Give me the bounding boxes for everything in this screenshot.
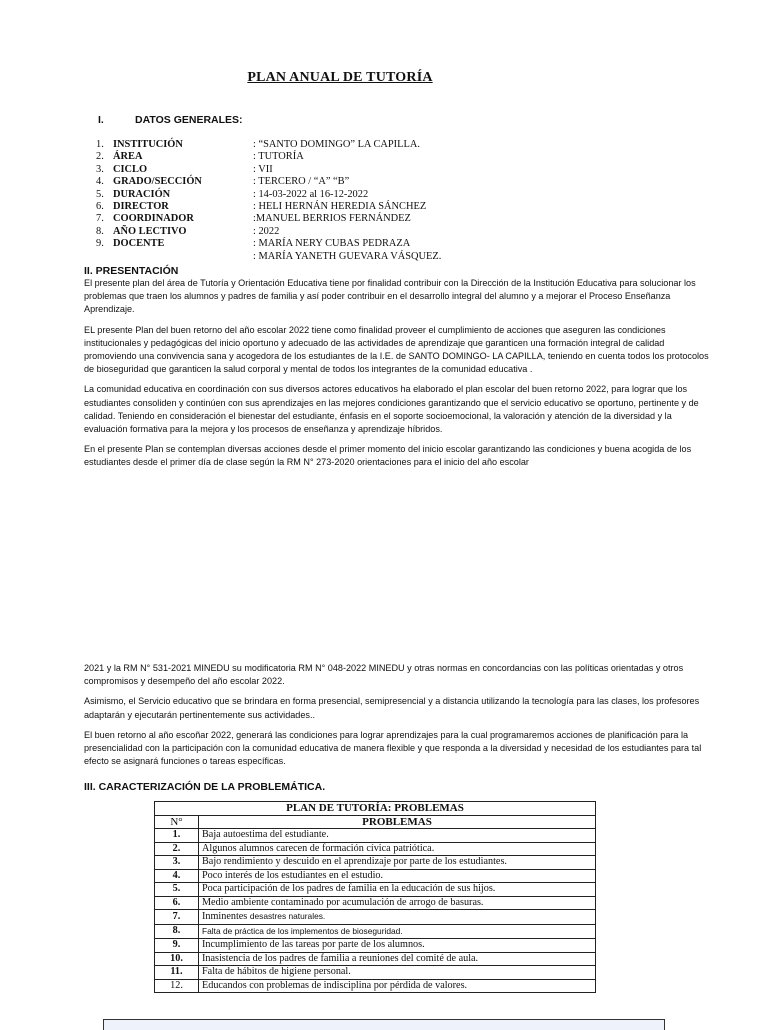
problem-text: Poco interés de los estudiantes en el estudio. [202, 869, 384, 881]
paragraph: 2021 y la RM N° 531-2021 MINEDU su modificatoria RM N° 048-2022 MINEDU y otras normas en concordancias con las políticas orientadas y otros compromisos y desempeño del año escolar 2022. [84, 663, 684, 687]
section-2-heading: II. PRESENTACIÓN [84, 265, 179, 277]
column-header-number: N° [155, 815, 199, 829]
row-number: 11. [155, 966, 199, 980]
next-table-edge [103, 1019, 665, 1030]
general-data-row [96, 251, 696, 263]
paragraph: La comunidad educativa en coordinación con sus diversos actores educativos ha elaborado el plan escolar del buen retorno 2022, para lograr que los estudiantes consoliden y continúen con sus aprendizajes en las mejores condiciones garantizando que el servicio educativo se oportuno, pertinente y de calidad. Teniendo en consideración el bienestar del estudiante, énfasis en el soporte socioemocional, la valoración y atención de la diversidad y la evaluación formativa para la mejora y los procesos de enseñanza y aprendizaje híbridos. [84, 384, 699, 435]
row-problem [199, 829, 596, 843]
problems-table [154, 801, 596, 993]
row-number: 10. [155, 952, 199, 966]
page-title: PLAN ANUAL DE TUTORÍA [247, 70, 433, 85]
row-number: 8. [96, 225, 104, 237]
problem-text: Inminentes [202, 911, 250, 922]
row-problem [199, 939, 596, 953]
table-row [155, 869, 596, 883]
row-number: 5. [96, 188, 104, 200]
table-row [155, 910, 596, 925]
row-problem [199, 856, 596, 870]
row-label: GRADO/SECCIÓN [113, 176, 202, 188]
section-1-heading: DATOS GENERALES: [135, 114, 243, 126]
row-label: DOCENTE [113, 238, 165, 250]
row-label: DURACIÓN [113, 188, 171, 200]
problem-text: Poca participación de los padres de familia en la educación de sus hijos. [202, 883, 496, 894]
general-data-row [96, 201, 696, 213]
table-row [155, 842, 596, 856]
table-row [155, 896, 596, 910]
general-data-row [96, 213, 696, 225]
row-label: AÑO LECTIVO [113, 225, 187, 237]
problem-text-small: desastres naturales. [249, 911, 326, 921]
continuation-text [84, 662, 716, 775]
table-row [155, 924, 596, 939]
problem-text: Incumplimiento de las tareas por parte de los alumnos. [202, 939, 425, 950]
row-problem [199, 979, 596, 993]
row-number: 7. [96, 213, 104, 225]
row-number: 4. [155, 869, 199, 883]
problem-text: Falta de hábitos de higiene personal. [202, 966, 351, 977]
row-label: DIRECTOR [113, 200, 169, 212]
table-row [155, 856, 596, 870]
row-number: 3. [155, 856, 199, 870]
table-title-row [155, 802, 596, 816]
paragraph: En el presente Plan se contemplan diversas acciones desde el primer momento del inicio escolar garantizando las condiciones y buena acogida de los estudiantes desde el primer día de clase según la RM N° 273-2020 orientaciones para el inicio del año escolar [84, 444, 692, 468]
row-number: 1. [96, 139, 104, 150]
row-value: : HELI HERNÁN HEREDIA SÁNCHEZ [253, 200, 427, 212]
section-3-heading: III. CARACTERIZACIÓN DE LA PROBLEMÁTICA. [84, 781, 326, 793]
row-number: 9. [96, 238, 104, 250]
row-label: ÁREA [113, 151, 143, 163]
row-value: : MARÍA YANETH GUEVARA VÁSQUEZ. [253, 250, 442, 262]
problem-text: Inasistencia de los padres de familia a reuniones del comité de aula. [202, 952, 479, 964]
row-number: 6. [155, 896, 199, 910]
row-number: 7. [155, 910, 199, 925]
row-problem [199, 869, 596, 883]
general-data-row [96, 176, 696, 188]
problem-text: Bajo rendimiento y descuido en el aprendizaje por parte de los estudiantes. [202, 856, 507, 867]
table-row [155, 939, 596, 953]
table-row [155, 829, 596, 843]
row-number: 4. [96, 176, 104, 188]
row-value: : TERCERO / “A” “B” [253, 176, 350, 188]
presentacion-text [84, 277, 716, 477]
row-number: 1. [155, 829, 199, 843]
row-problem [199, 883, 596, 897]
general-data-row [96, 164, 696, 176]
row-number: 9. [155, 939, 199, 953]
table-header-row [155, 815, 596, 829]
table-row [155, 883, 596, 897]
row-number: 3. [96, 163, 104, 175]
general-data-row [96, 151, 696, 163]
row-value: : MARÍA NERY CUBAS PEDRAZA [253, 238, 411, 250]
paragraph: Asimismo, el Servicio educativo que se brindara en forma presencial, semipresencial y a distancia utilizando la tecnología para las clases, los profesores adaptarán y ejecutarán pertinentemente sus actividades.. [84, 696, 700, 720]
row-number: 2. [96, 151, 104, 163]
row-label: COORDINADOR [113, 213, 194, 225]
table-row [155, 952, 596, 966]
row-number: 2. [155, 842, 199, 856]
table-row [155, 979, 596, 993]
row-value: : 2022 [253, 225, 280, 237]
general-data-row [96, 238, 696, 250]
general-data-list [96, 139, 696, 263]
row-problem [199, 952, 596, 966]
row-value: : “SANTO DOMINGO” LA CAPILLA. [253, 139, 420, 150]
row-label: CICLO [113, 163, 148, 175]
problem-text-small: Falta de práctica de los implementos de bioseguridad. [202, 925, 403, 936]
row-label: INSTITUCIÓN [113, 139, 183, 150]
row-value: : 14-03-2022 al 16-12-2022 [253, 188, 369, 200]
paragraph: El buen retorno al año escoñar 2022, generará las condiciones para lograr aprendizajes para la cual programaremos acciones de planificación para la presencialidad con la participación con la comunidad educativa de manera flexible y que responda a la diversidad y necesidad de los estudiantes para tal efecto se asignará funciones o tareas específicas. [84, 729, 702, 767]
problem-text: Algunos alumnos carecen de formación cívica patriótica. [202, 842, 435, 854]
column-header-problems: PROBLEMAS [199, 815, 596, 829]
row-problem [199, 966, 596, 980]
section-1-number: I. [98, 114, 104, 126]
row-number: 12. [155, 979, 199, 993]
row-problem [199, 842, 596, 856]
table-title: PLAN DE TUTORÍA: PROBLEMAS [155, 802, 596, 816]
general-data-row [96, 189, 696, 201]
problem-text: Educandos con problemas de indisciplina por pérdida de valores. [202, 979, 468, 991]
row-value: : TUTORÍA [253, 151, 304, 163]
row-problem [199, 924, 596, 939]
problem-text: Baja autoestima del estudiante. [202, 829, 329, 840]
row-problem [199, 910, 596, 925]
table-row [155, 966, 596, 980]
row-number: 6. [96, 200, 104, 212]
general-data-row [96, 139, 696, 151]
row-number: 5. [155, 883, 199, 897]
row-problem [199, 896, 596, 910]
row-value: : VII [253, 163, 273, 175]
paragraph: El presente plan del área de Tutoría y Orientación Educativa tiene por finalidad contribuir con la Dirección de la Institución Educativa para solucionar los problemas que traen los alumnos y padres de familia y así poder contribuir en el desarrollo integral del alumno y a mejorar el Proceso Enseñanza Aprendizaje. [84, 278, 696, 315]
row-number: 8. [155, 924, 199, 939]
problem-text: Medio ambiente contaminado por acumulación de arrogo de basuras. [202, 896, 484, 908]
row-value: :MANUEL BERRIOS FERNÁNDEZ [253, 213, 411, 225]
general-data-row [96, 226, 696, 238]
paragraph: EL presente Plan del buen retorno del año escolar 2022 tiene como finalidad proveer el cumplimiento de acciones que aseguren las condiciones institucionales y pedagógicas del inicio oportuno y adecuado de las actividades de aprendizaje que garanticen una formación integral de calidad promoviendo una convivencia sana y acogedora de los estudiantes de la I.E. de SANTO DOMINGO- LA CAPILLA, teniendo en cuenta todos los protocolos de bioseguridad que garanticen la salud corporal y mental de todos los integrantes de la comunidad educativa . [84, 324, 709, 375]
